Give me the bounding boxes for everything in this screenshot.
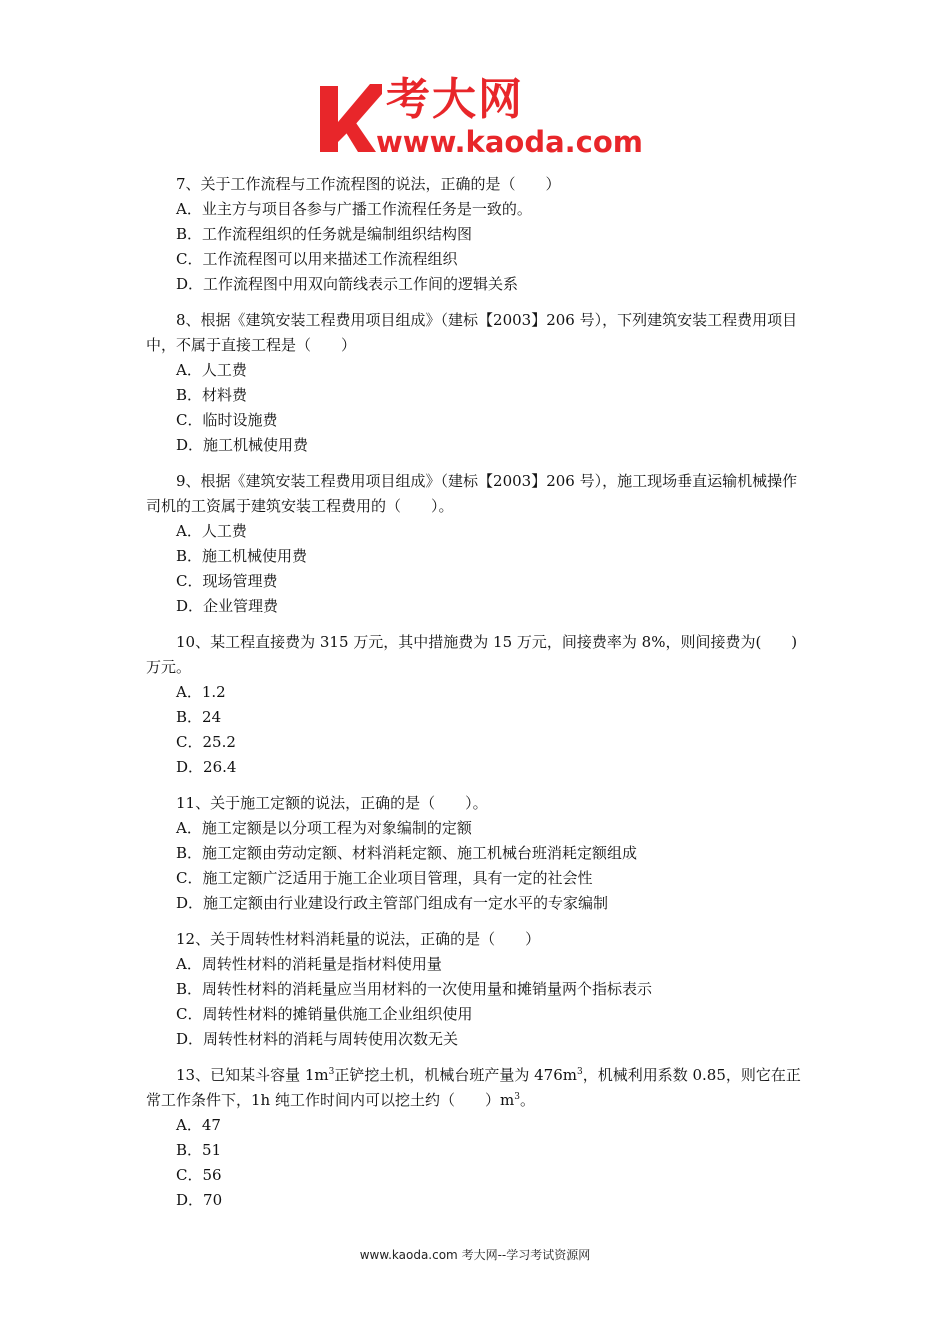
question-12 (146, 927, 810, 1052)
superscript: 3 (514, 1092, 520, 1102)
question-9 (146, 469, 810, 619)
question-stem: 7、关于工作流程与工作流程图的说法，正确的是（ ） (176, 175, 561, 193)
question-list (146, 172, 810, 1224)
option-c: C．施工定额广泛适用于施工企业项目管理，具有一定的社会性 (176, 869, 593, 887)
logo-brand-cn: 考大网 (386, 74, 524, 125)
page-footer (0, 1246, 950, 1263)
option-a: A．人工费 (176, 522, 247, 540)
footer-url[interactable]: www.kaoda.com (359, 1248, 458, 1262)
option-d: D．企业管理费 (176, 597, 279, 615)
question-stem: 11、关于施工定额的说法，正确的是（ ）。 (176, 794, 488, 812)
stem-part: 。 (519, 1091, 535, 1109)
option-d: D．26.4 (176, 758, 237, 776)
option-a: A．施工定额是以分项工程为对象编制的定额 (176, 819, 472, 837)
option-b: B．工作流程组织的任务就是编制组织结构图 (176, 225, 473, 243)
question-stem: 9、根据《建筑安装工程费用项目组成》（建标【2003】206 号），施工现场垂直运输机械操作司机的工资属于建筑安装工程费用的（ ）。 (146, 472, 798, 515)
option-a: A．人工费 (176, 361, 247, 379)
option-b: B．材料费 (176, 386, 248, 404)
option-d: D．施工定额由行业建设行政主管部门组成有一定水平的专家编制 (176, 894, 609, 912)
question-11 (146, 791, 810, 916)
question-7 (146, 172, 810, 297)
question-10 (146, 630, 810, 780)
option-b: B．24 (176, 708, 222, 726)
stem-part: 13、已知某斗容量 1m (176, 1066, 329, 1084)
option-b: B．周转性材料的消耗量应当用材料的一次使用量和摊销量两个指标表示 (176, 980, 653, 998)
superscript: 3 (328, 1067, 335, 1077)
superscript: 3 (576, 1067, 583, 1077)
stem-part: 正铲挖土机，机械台班产量为 476m (334, 1066, 577, 1084)
question-stem: 10、某工程直接费为 315 万元，其中措施费为 15 万元，间接费率为 8%，则间接费为( )万元。 (146, 633, 798, 676)
logo-url: www.kaoda.com (376, 125, 643, 159)
option-c: C．25.2 (176, 733, 236, 751)
option-a: A．47 (176, 1116, 221, 1134)
question-stem (146, 1063, 810, 1113)
option-d: D．70 (176, 1191, 223, 1209)
option-c: C．临时设施费 (176, 411, 278, 429)
k-logo-mark-icon (318, 82, 382, 154)
question-stem: 8、根据《建筑安装工程费用项目组成》（建标【2003】206 号），下列建筑安装工程费用项目中，不属于直接工程是（ ） (146, 311, 798, 354)
stem-part: ，机械利用系数 0.85，则它在正常工作条件下，1h 纯工作时间内可以挖土约（ ）m (146, 1066, 801, 1109)
option-c: C．56 (176, 1166, 222, 1184)
option-b: B．51 (176, 1141, 222, 1159)
option-a: A．周转性材料的消耗量是指材料使用量 (176, 955, 442, 973)
option-b: B．施工定额由劳动定额、材料消耗定额、施工机械台班消耗定额组成 (176, 844, 638, 862)
question-8 (146, 308, 810, 458)
option-d: D．施工机械使用费 (176, 436, 309, 454)
option-b: B．施工机械使用费 (176, 547, 308, 565)
kaoda-logo (318, 74, 643, 160)
option-d: D．周转性材料的消耗与周转使用次数无关 (176, 1030, 459, 1048)
option-a: A．业主方与项目各参与广播工作流程任务是一致的。 (176, 200, 532, 218)
footer-text: 考大网--学习考试资源网 (461, 1248, 591, 1262)
question-stem: 12、关于周转性材料消耗量的说法，正确的是（ ） (176, 930, 541, 948)
option-c: C．工作流程图可以用来描述工作流程组织 (176, 250, 458, 268)
option-c: C．现场管理费 (176, 572, 278, 590)
option-d: D．工作流程图中用双向箭线表示工作间的逻辑关系 (176, 275, 519, 293)
option-a: A．1.2 (176, 683, 226, 701)
question-13 (146, 1063, 810, 1213)
option-c: C．周转性材料的摊销量供施工企业组织使用 (176, 1005, 473, 1023)
